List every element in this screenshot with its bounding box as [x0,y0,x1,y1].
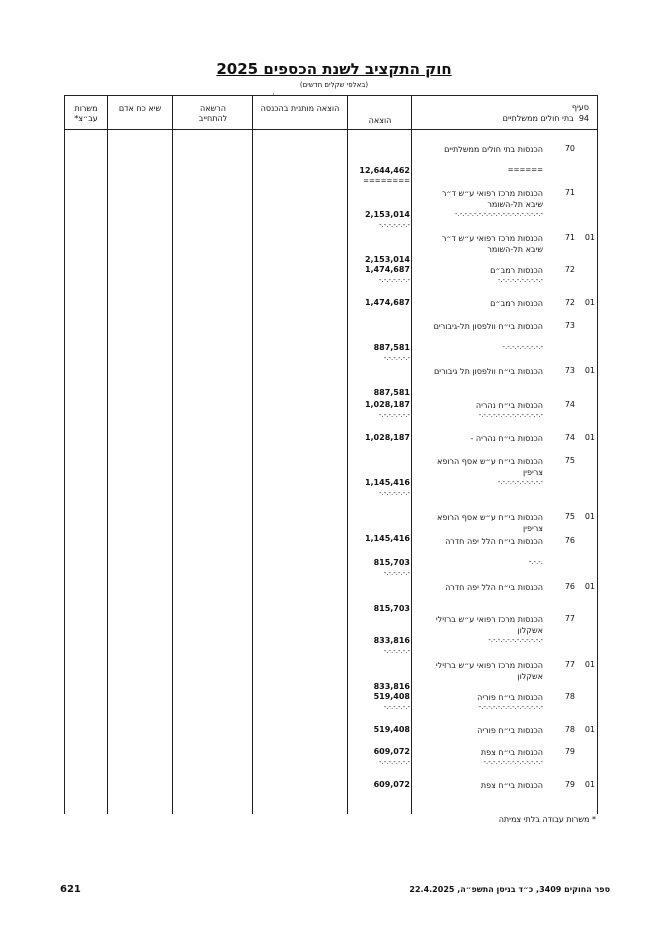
row-amount: 1,145,416 [364,534,410,543]
row-description: הכנסות בי״ח ע״ש אסף הרופא צריפין [436,513,543,533]
subsection-number: 01 [584,233,595,242]
section-number: 78 [564,725,575,734]
description-underline: -.-.-.-.-.-.-.-.-.-.-.-.-.- [478,703,543,711]
row-amount: 2,153,014 [364,255,410,264]
amount-underline: -.-.-.-.-.- [383,354,410,362]
amount-underline: -.-.-.-.-.-.- [378,276,410,284]
column-divider [252,96,253,814]
row-description: הכנסות מרכז רפואי ע״ש ברזילי אשקלון [435,661,543,681]
row-description: הכנסות בי״ח וולפסון תל גיבורים [433,367,543,376]
footnote: * משרות עבודה בלתי צמיתה [498,815,596,824]
section-number: 77 [564,614,575,623]
header-authorization: הרשאה להתחייב [198,104,228,123]
section-number: 74 [564,433,575,442]
section-number: 73 [564,366,575,375]
row-description: הכנסות רמב״ם [490,299,543,308]
row-description: הכנסות בי״ח צפת [480,781,543,790]
column-divider [411,96,412,814]
section-number: 76 [564,536,575,545]
header-section-label: סעיף [571,103,589,112]
decorative-dot: · [272,90,275,99]
description-underline: -.-.-.-.-.-.-.-.-.-.-.-.- [483,758,543,766]
header-conditional-expense: הוצאה מותנית בהכנסה [260,104,340,113]
row-amount: 1,145,416 [364,478,410,487]
page-subtitle: (באלפי שקלים חדשים) [299,81,369,89]
page-number: 621 [60,884,81,895]
row-description: הכנסות בי״ח וולפסון תל-גיבורים [433,322,543,331]
row-amount: 519,408 [373,692,410,701]
row-description: הכנסות בי״ח פוריה [477,726,543,735]
description-underline: -.-.-.-.-.-.-.-.-.- [497,276,543,284]
section-number: 72 [564,265,575,274]
row-amount: 2,153,014 [364,210,410,219]
amount-underline: -.-.-.-.-.-.- [378,489,410,497]
section-number: 77 [564,660,575,669]
row-description: הכנסות בי״ח נהריה - [470,434,543,443]
row-description: הכנסות רמב״ם [490,266,543,275]
description-underline: .-.-.- [528,558,543,566]
section-number: 70 [564,144,575,153]
row-amount: 815,703 [373,604,410,613]
row-description: הכנסות מרכז רפואי ע״ש ד״ר שיבא תל-השומר [441,189,543,209]
section-number: 75 [564,512,575,521]
row-amount: 1,028,187 [364,433,410,442]
row-description: הכנסות בי״ח הלל יפה חדרה [445,583,543,592]
subsection-number: 01 [584,660,595,669]
column-divider [107,96,108,814]
amount-underline: ======== [363,177,410,185]
row-description: הכנסות בי״ח הלל יפה חדרה [445,537,543,546]
subsection-number: 01 [584,725,595,734]
publication-line: ספר החוקים 3409, כ״ד בניסן התשפ״ה, 22.4.2025 [409,885,610,894]
section-number: 71 [564,188,575,197]
row-amount: 815,703 [373,558,410,567]
row-description: הכנסות בי״ח נהריה [475,401,543,410]
section-number: 74 [564,400,575,409]
description-underline: -.-.-.-.-.-.-.-.-.-.-.- [488,636,543,644]
row-amount: 1,028,187 [364,400,410,409]
row-amount: 1,474,687 [364,298,410,307]
amount-underline: -.-.-.-.-.-.- [378,411,410,419]
amount-underline: -.-.-.-.-.- [383,647,410,655]
section-number: 78 [564,692,575,701]
header-positions: משרות עב״צ* [74,104,98,123]
subsection-number: 01 [584,512,595,521]
header-section [409,102,589,124]
row-description: הכנסות בתי חולים ממשלתיים [444,145,543,154]
subsection-number: 01 [584,780,595,789]
header-section-number: 94 [578,114,589,123]
row-description: הכנסות בי״ח צפת [480,748,543,757]
row-description: הכנסות מרכז רפואי ע״ש ברזילי אשקלון [435,615,543,635]
description-underline: -.-.-.-.-.-.-.-.-.- [497,478,543,486]
subsection-number: 01 [584,433,595,442]
row-amount: 12,644,462 [359,166,410,175]
header-section-name: בתי חולים ממשלתיים [502,114,574,123]
section-number: 72 [564,298,575,307]
section-number: 75 [564,456,575,465]
row-amount: 833,816 [373,682,410,691]
section-number: 76 [564,582,575,591]
section-number: 71 [564,233,575,242]
page-title: חוק התקציב לשנת הכספים 2025 [216,60,452,78]
row-amount: 887,581 [373,388,410,397]
section-number: 79 [564,747,575,756]
row-description: הכנסות מרכז רפואי ע״ש ד״ר שיבא תל-השומר [441,234,543,254]
description-underline: ====== [507,166,543,174]
description-underline: -.-.-.-.-.-.-.-.-.-.-.-.-.-.-.-.-.-.- [454,210,543,218]
column-divider [172,96,173,814]
section-number: 79 [564,780,575,789]
subsection-number: 01 [584,366,595,375]
amount-underline: -.-.-.-.-.- [383,569,410,577]
row-amount: 1,474,687 [364,265,410,274]
section-number: 73 [564,321,575,330]
row-amount: 609,072 [373,780,410,789]
description-underline: -.-.-.-.-.-.-.-.-.-.-.-.-.- [478,411,543,419]
row-description: הכנסות בי״ח ע״ש אסף הרופא צריפין [436,457,543,477]
row-amount: 833,816 [373,636,410,645]
description-underline: -.-.-.-.-.-.-.-.- [502,343,543,351]
row-amount: 609,072 [373,747,410,756]
amount-underline: -.-.-.-.-.- [383,703,410,711]
row-amount: 519,408 [373,725,410,734]
amount-underline: -.-.-.-.-.-.- [378,758,410,766]
subsection-number: 01 [584,582,595,591]
column-divider [347,96,348,814]
amount-underline: -.-.-.-.-.-.- [378,221,410,229]
row-description: הכנסות בי״ח פוריה [477,693,543,702]
subsection-number: 01 [584,298,595,307]
budget-table [64,95,598,814]
header-manpower: שיא כח אדם [118,104,162,113]
header-expense: הוצאה [368,116,392,125]
row-amount: 887,581 [373,343,410,352]
header-divider [65,129,597,130]
